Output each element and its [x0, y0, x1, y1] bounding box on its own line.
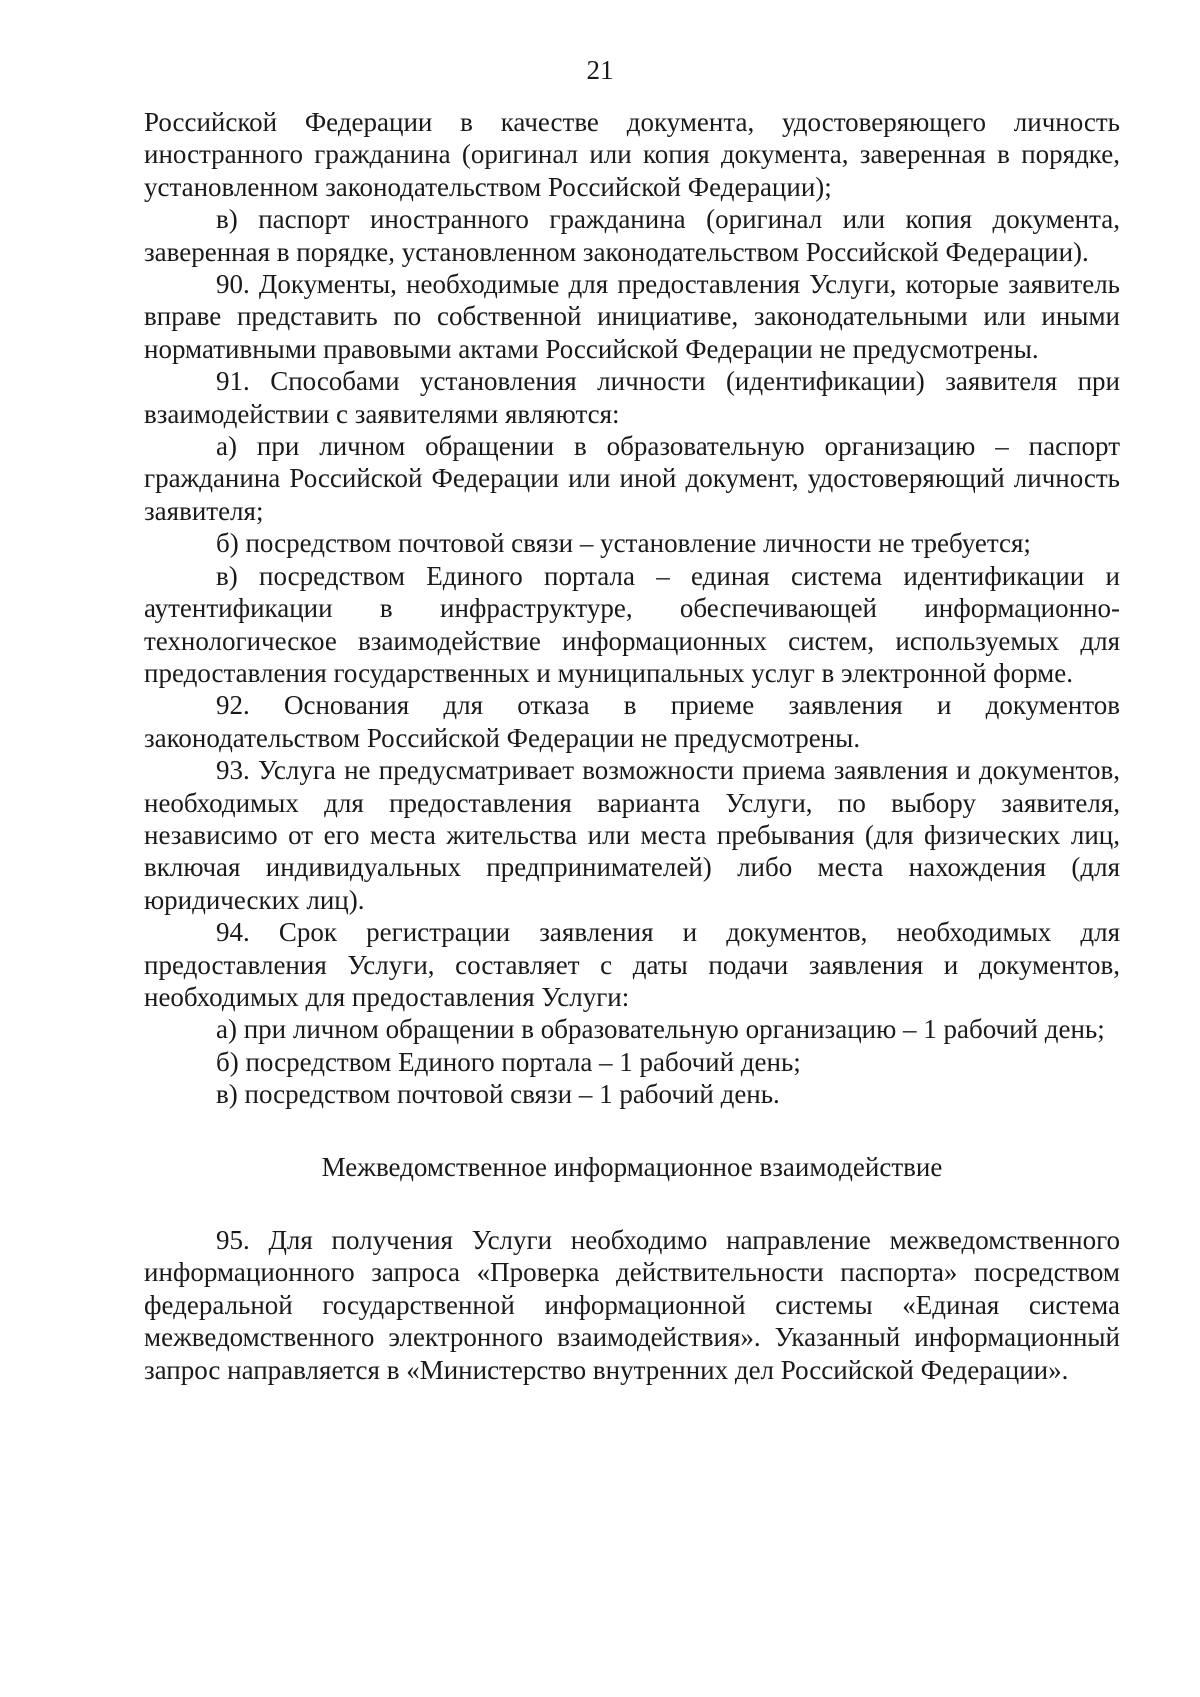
page-number: 21: [586, 55, 614, 85]
paragraph-94-a: а) при личном обращении в образовательную организацию – 1 рабочий день;: [216, 1014, 1105, 1045]
paragraph-92: 92. Основания для отказа в приеме заявления и документов законодательством Российской Федерации не предусмотрены.: [144, 690, 1120, 753]
paragraph-94-b: б) посредством Единого портала – 1 рабочий день;: [216, 1046, 801, 1077]
paragraph-item-v-passport: в) паспорт иностранного гражданина (оригинал или копия документа, заверенная в порядке, установленном законодательством Российской Федерации).: [144, 204, 1120, 267]
paragraph-93: 93. Услуга не предусматривает возможности приема заявления и документов, необходимых для предоставления варианта Услуги, по выбору заявителя, независимо от его места жительства или места пребывания (для физических лиц, включая индивидуальных предпринимателей) либо места нахождения (для юридических лиц).: [144, 755, 1120, 915]
section-heading: Межведомственное информационное взаимодействие: [321, 1151, 943, 1182]
paragraph-94: 94. Срок регистрации заявления и документов, необходимых для предоставления Услуги, составляет с даты подачи заявления и документов, необходимых для предоставления Услуги:: [144, 917, 1120, 1012]
paragraph-91-b: б) посредством почтовой связи – установление личности не требуется;: [216, 528, 1031, 559]
paragraph-90: 90. Документы, необходимые для предоставления Услуги, которые заявитель вправе представить по собственной инициативе, законодательными или иными нормативными правовыми актами Российской Федерации не предусмотрены.: [144, 269, 1120, 364]
paragraph-91-a: а) при личном обращении в образовательную организацию – паспорт гражданина Российской Федерации или иной документ, удостоверяющий личность заявителя;: [144, 431, 1120, 526]
document-body: [144, 106, 1120, 1386]
paragraph-94-v: в) посредством почтовой связи – 1 рабочий день.: [216, 1079, 780, 1110]
paragraph-91: 91. Способами установления личности (идентификации) заявителя при взаимодействии с заявителями являются:: [144, 366, 1120, 429]
paragraph-95: 95. Для получения Услуги необходимо направление межведомственного информационного запроса «Проверка действительности паспорта» посредством федеральной государственной информационной системы «Единая система межведомственного электронного взаимодействия». Указанный информационный запрос направляется в «Министерство внутренних дел Российской Федерации».: [144, 1225, 1120, 1385]
paragraph-continuation: Российской Федерации в качестве документа, удостоверяющего личность иностранного гражданина (оригинал или копия документа, заверенная в порядке, установленном законодательством Российской Федерации);: [144, 107, 1120, 202]
paragraph-91-v: в) посредством Единого портала – единая система идентификации и аутентификации в инфраструктуре, обеспечивающей информационно-технологическое взаимодействие информационных систем, используемых для предоставления государственных и муниципальных услуг в электронной форме.: [144, 560, 1120, 688]
